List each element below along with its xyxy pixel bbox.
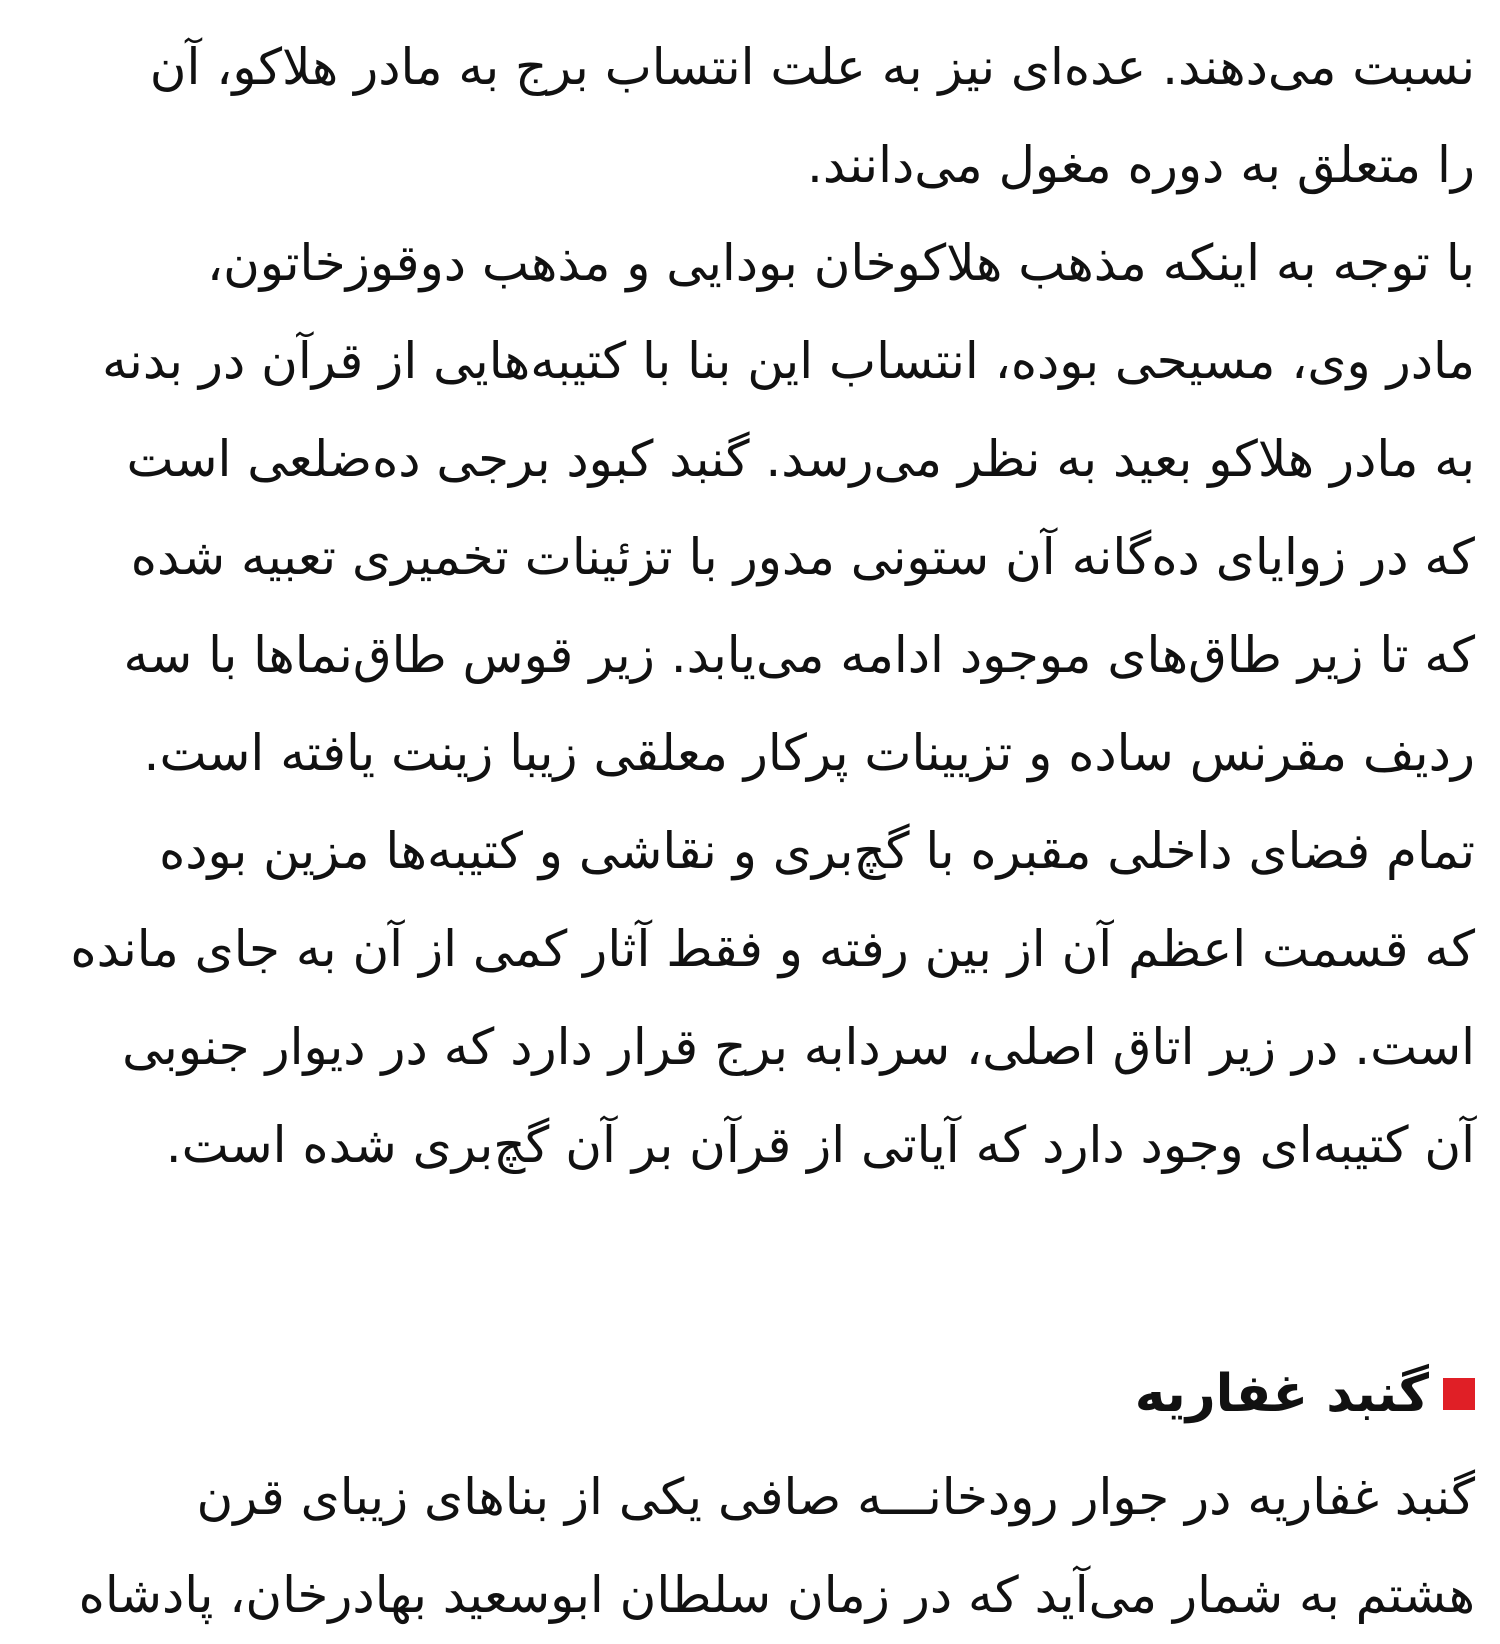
text-line: مادر وی، مسیحی بوده، انتساب این بنا با کتیبه‌هایی از قرآن در بدنه [102,332,1475,390]
section-spacer [220,1194,1475,1344]
text-line: تمام فضای داخلی مقبره با گچ‌بری و نقاشی و کتیبه‌ها مزین بوده [159,822,1475,880]
section-heading [220,1344,1475,1444]
text-line: که تا زیر طاق‌های موجود ادامه می‌یابد. زیر قوس طاق‌نماها با سه [123,626,1475,684]
text-line: نسبت می‌دهند. عده‌ای نیز به علت انتساب برج به مادر هلاکو، آن [149,38,1475,96]
text-line: به مادر هلاکو بعید به نظر می‌رسد. گنبد کبود برجی ده‌ضلعی است [126,430,1475,488]
section-heading-title: گنبد غفاریه [1134,1364,1429,1424]
article-column [70,18,1475,1644]
paragraph-1 [149,18,1475,214]
text-line: است. در زیر اتاق اصلی، سردابه برج قرار دارد که در دیوار جنوبی [122,1018,1475,1076]
text-line: که در زوایای ده‌گانه آن ستونی مدور با تزئینات تخمیری تعبیه شده [130,528,1475,586]
text-line: گنبد غفاریه در جوار رودخانـــه صافی یکی از بناهای زیبای قرن [196,1468,1475,1526]
text-line: ردیف مقرنس ساده و تزیینات پرکار معلقی زیبا زینت یافته است. [143,724,1475,782]
text-line: هشتم به شمار می‌آید که در زمان سلطان ابوسعید بهادرخان، پادشاه [78,1566,1475,1624]
text-line: را متعلق به دوره مغول می‌دانند. [806,136,1475,194]
paragraph-2 [70,214,1475,1194]
paragraph-3 [78,1448,1475,1644]
red-square-bullet-icon [1443,1378,1475,1410]
text-line: با توجه به اینکه مذهب هلاکوخان بودایی و مذهب دوقوزخاتون، [206,234,1475,292]
text-line: آن کتیبه‌ای وجود دارد که آیاتی از قرآن بر آن گچ‌بری شده است. [165,1116,1475,1174]
text-line: که قسمت اعظم آن از بین رفته و فقط آثار کمی از آن به جای مانده [70,920,1475,978]
